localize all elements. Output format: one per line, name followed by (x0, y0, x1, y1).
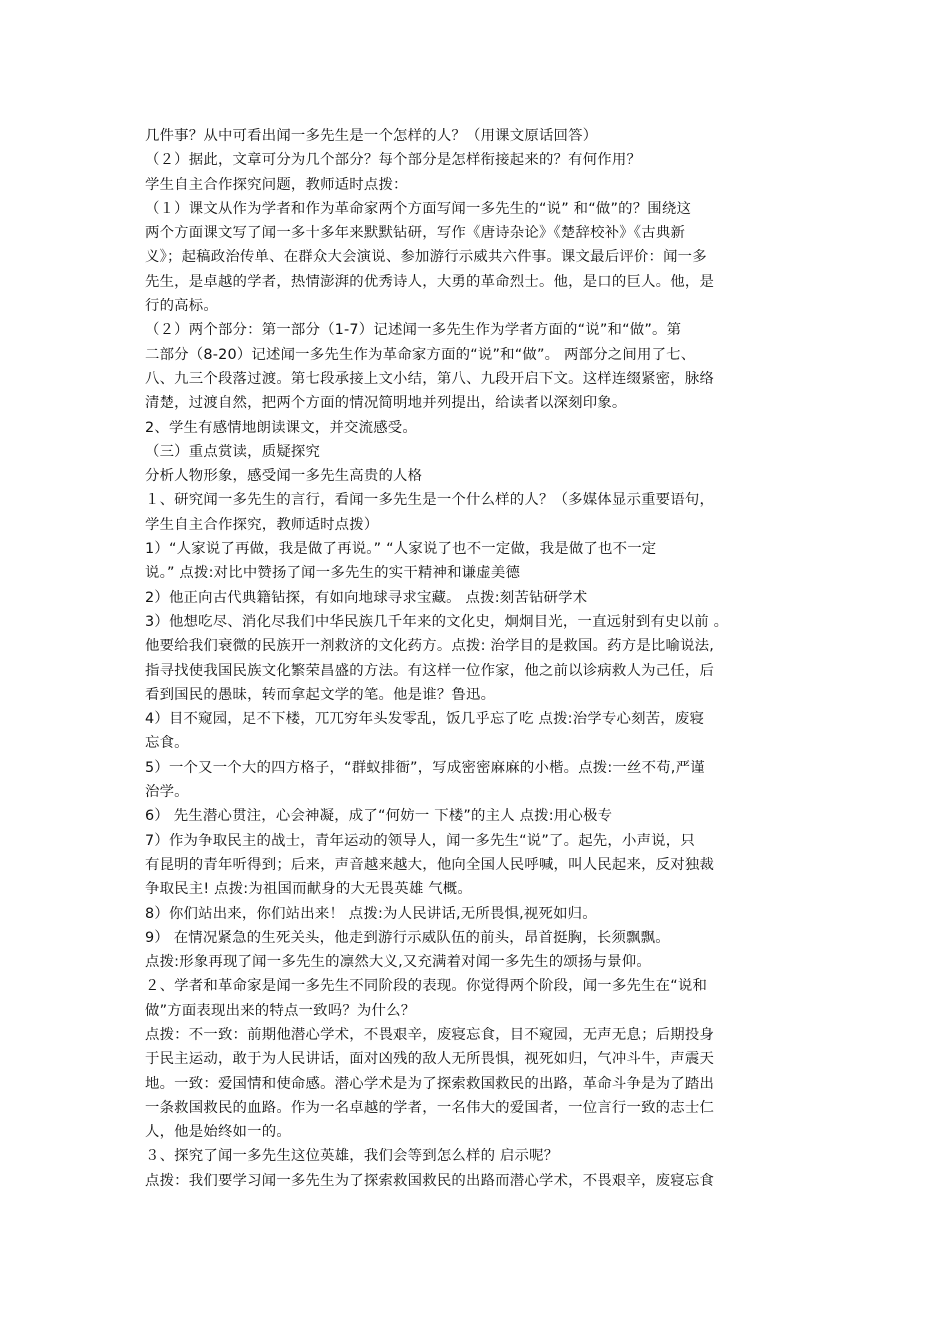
text-line: 八、九三个段落过渡。第七段承接上文小结，第八、九段开启下文。这样连缀紧密，脉络 (145, 370, 715, 387)
text-line: 于民主运动，敢于为人民讲话，面对凶残的敌人无所畏惧，视死如归，气冲斗牛，声震天 (145, 1051, 715, 1068)
text-line: 看到国民的愚昧，转而拿起文学的笔。他是谁？鲁迅。 (145, 686, 496, 703)
text-line: 分析人物形象，感受闻一多先生高贵的人格 (145, 468, 423, 485)
text-line: 4）目不窥园，足不下楼，兀兀穷年头发零乱，饭几乎忘了吃 点拨:治学专心刻苦，废寝 (145, 711, 705, 728)
text-line: 说。” 点拨:对比中赞扬了闻一多先生的实干精神和谦虚美德 (145, 565, 521, 582)
text-line: 几件事？从中可看出闻一多先生是一个怎样的人？（用课文原话回答） (145, 128, 598, 144)
text-line: （２）据此，文章可分为几个部分？每个部分是怎样衔接起来的？有何作用？ (145, 152, 642, 169)
text-line: 2、学生有感情地朗读课文，并交流感受。 (145, 419, 417, 436)
text-line: （１）课文从作为学者和作为革命家两个方面写闻一多先生的“说” 和“做”的？围绕这 (145, 200, 692, 217)
text-line: 点拨：我们要学习闻一多先生为了探索救国救民的出路而潜心学术，不畏艰辛，废寝忘食 (145, 1172, 715, 1189)
text-line: 点拨:形象再现了闻一多先生的凛然大义,又充满着对闻一多先生的颂扬与景仰。 (145, 954, 651, 971)
text-line: 学生自主合作探究，教师适时点拨） (145, 516, 379, 533)
text-line: 学生自主合作探究问题，教师适时点拨： (145, 176, 408, 193)
text-line: 7）作为争取民主的战士，青年运动的领导人，闻一多先生“说”了。起先，小声说，只 (145, 832, 695, 849)
text-line: 行的高标。 (145, 298, 218, 315)
text-line: 5）一个又一个大的四方格子，“群蚁排衙”，写成密密麻麻的小楷。点拨:一丝不苟,严谨 (145, 759, 705, 776)
text-line: 8）你们站出来，你们站出来！ 点拨:为人民讲话,无所畏惧,视死如归。 (145, 905, 597, 922)
text-line: 点拨：不一致：前期他潜心学术，不畏艰辛，废寝忘食，目不窥园，无声无息；后期投身 (145, 1026, 715, 1043)
document-body (145, 124, 813, 1193)
text-line: 1）“人家说了再做，我是做了再说。” “人家说了也不一定做，我是做了也不一定 (145, 541, 657, 558)
text-line: １、研究闻一多先生的言行，看闻一多先生是一个什么样的人？（多媒体显示重要语句， (145, 492, 715, 509)
text-line: 两个方面课文写了闻一多十多年来默默钻研，写作《唐诗杂论》《楚辞校补》《古典新 (145, 225, 686, 242)
text-line: 争取民主! 点拨:为祖国而献身的大无畏英雄 气概。 (145, 881, 472, 898)
text-line: ２、学者和革命家是闻一多先生不同阶段的表现。你觉得两个阶段，闻一多先生在“说和 (145, 978, 708, 995)
text-line: 一条救国救民的血路。作为一名卓越的学者，一名伟大的爱国者，一位言行一致的志士仁 (145, 1099, 715, 1116)
text-line: 有昆明的青年听得到；后来，声音越来越大，他向全国人民呼喊，叫人民起来，反对独裁 (145, 856, 715, 873)
text-line: 6） 先生潜心贯注，心会神凝，成了“何妨一 下楼”的主人 点拨:用心极专 (145, 808, 613, 825)
text-line: 二部分（8-20）记述闻一多先生作为革命家方面的“说”和“做”。 两部分之间用了七、 (145, 346, 696, 363)
text-line: （２）两个部分：第一部分（1-7）记述闻一多先生作为学者方面的“说”和“做”。第 (145, 322, 682, 339)
text-line: 治学。 (145, 784, 189, 801)
text-line: 他要给我们衰微的民族开一剂救济的文化药方。点拨: 治学目的是救国。药方是比喻说法, (145, 638, 715, 655)
text-line: 做”方面表现出来的特点一致吗？为什么？ (145, 1002, 416, 1019)
text-line: 3）他想吃尽、消化尽我们中华民族几千年来的文化史，炯炯目光，一直远射到有史以前 。 (145, 613, 729, 630)
text-line: 2）他正向古代典籍钻探，有如向地球寻求宝藏。 点拨:刻苦钻研学术 (145, 589, 588, 606)
text-line: （三）重点赏读，质疑探究 (145, 443, 321, 460)
text-line: 义》；起稿政治传单、在群众大会演说、参加游行示威共六件事。课文最后评价：闻一多 (145, 249, 707, 266)
text-line: 地。一致：爱国情和使命感。潜心学术是为了探索救国救民的出路，革命斗争是为了踏出 (145, 1075, 715, 1092)
text-line: 人，他是始终如一的。 (145, 1124, 291, 1141)
text-line: 清楚，过渡自然，把两个方面的情况简明地并列提出，给读者以深刻印象。 (145, 395, 627, 412)
text-line: 指寻找使我国民族文化繁荣昌盛的方法。有这样一位作家，他之前以诊病救人为己任，后 (145, 662, 715, 679)
text-line: ３、探究了闻一多先生这位英雄，我们会等到怎么样的 启示呢？ (145, 1148, 559, 1165)
text-line: 先生，是卓越的学者，热情澎湃的优秀诗人，大勇的革命烈士。他，是口的巨人。他，是 (145, 273, 715, 290)
text-line: 忘食。 (145, 735, 189, 752)
text-line: 9） 在情况紧急的生死关头，他走到游行示威队伍的前头，昂首挺胸，长须飘飘。 (145, 929, 670, 946)
